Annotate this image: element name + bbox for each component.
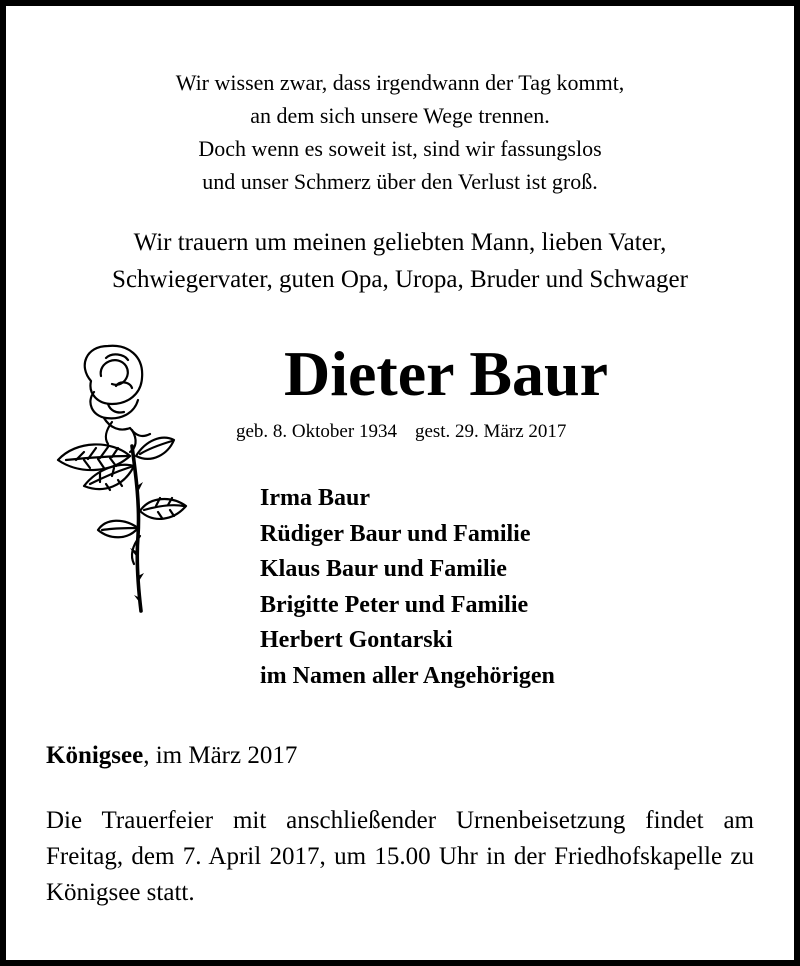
poem [6,66,794,198]
family-member: Herbert Gontarski [260,627,453,653]
death-date: gest. 29. März 2017 [414,421,567,442]
funeral-notice: Die Trauerfeier mit anschließender Urnenbeisetzung findet am Freitag, dem 7. April 2017, um 15.00 Uhr in der Friedhofskapelle zu Königsee statt. [46,807,754,906]
family-list [260,481,555,694]
poem-line: Wir wissen zwar, dass irgendwann der Tag kommt, [175,70,625,95]
poem-line: an dem sich unsere Wege trennen. [250,103,550,128]
birth-date: geb. 8. Oktober 1934 [236,421,397,442]
mourning-text [6,224,794,298]
family-member: Irma Baur [260,485,370,511]
mourning-line: Wir trauern um meinen geliebten Mann, lieben Vater, [133,229,667,256]
poem-line: und unser Schmerz über den Verlust ist groß. [202,169,598,194]
family-member: Klaus Baur und Familie [260,556,507,582]
rose-icon [46,336,206,621]
place-town: Königsee [46,742,144,769]
mourning-line: Schwiegervater, guten Opa, Uropa, Bruder und Schwager [112,266,688,293]
place-date: , im März 2017 [143,742,298,769]
place-date-line [46,739,297,773]
deceased-name: Dieter Baur [283,338,609,409]
family-member: Rüdiger Baur und Familie [260,520,531,547]
poem-line: Doch wenn es soweit ist, sind wir fassungslos [198,136,602,161]
life-dates [236,419,566,445]
family-member: Brigitte Peter und Familie [260,591,529,618]
family-member: im Namen aller Angehörigen [260,662,555,689]
